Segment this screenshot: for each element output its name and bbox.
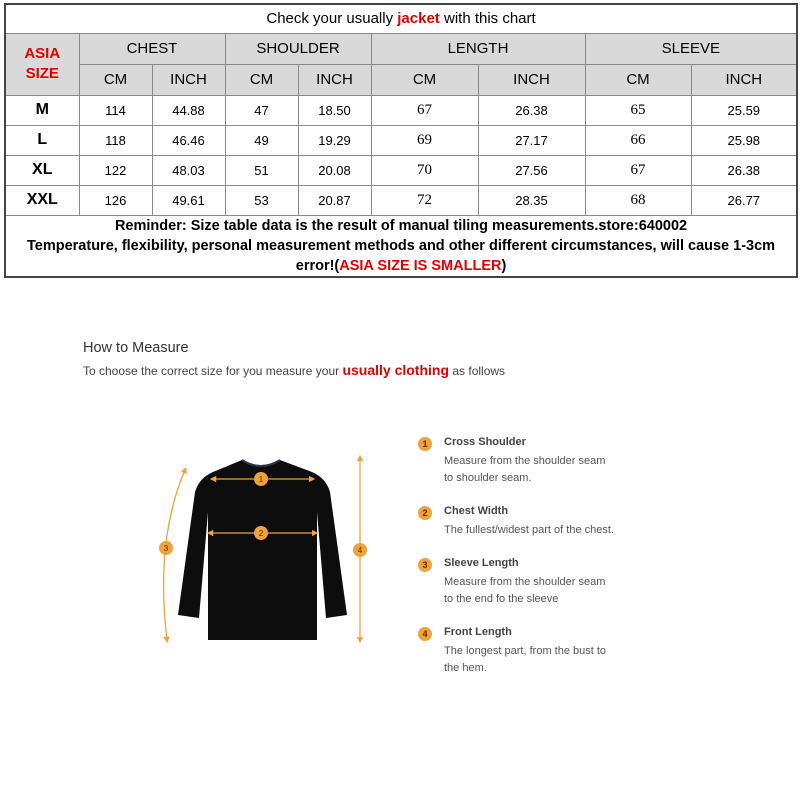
table-cell: 65 bbox=[585, 95, 691, 125]
table-cell: 67 bbox=[371, 95, 478, 125]
unit-header: INCH bbox=[691, 64, 797, 95]
table-cell: 26.77 bbox=[691, 185, 797, 215]
table-cell: 26.38 bbox=[691, 155, 797, 185]
table-cell: 27.56 bbox=[478, 155, 585, 185]
title-highlight: jacket bbox=[397, 10, 440, 28]
table-cell: 19.29 bbox=[298, 125, 371, 155]
diagram-badge bbox=[159, 541, 173, 555]
table-cell: 46.46 bbox=[152, 125, 225, 155]
table-row bbox=[5, 185, 797, 215]
group-header-chest: CHEST bbox=[79, 33, 225, 64]
table-cell: 18.50 bbox=[298, 95, 371, 125]
table-cell: 114 bbox=[79, 95, 152, 125]
unit-header: CM bbox=[371, 64, 478, 95]
table-cell: 69 bbox=[371, 125, 478, 155]
table-cell: 72 bbox=[371, 185, 478, 215]
unit-header: INCH bbox=[152, 64, 225, 95]
asia-size-header: ASIA SIZE bbox=[5, 33, 79, 95]
size-chart-table bbox=[4, 3, 798, 278]
table-cell: 70 bbox=[371, 155, 478, 185]
svg-text:2: 2 bbox=[258, 529, 264, 538]
table-cell: 44.88 bbox=[152, 95, 225, 125]
unit-header: CM bbox=[225, 64, 298, 95]
table-cell: 53 bbox=[225, 185, 298, 215]
table-cell: 26.38 bbox=[478, 95, 585, 125]
subtitle-highlight: usually clothing bbox=[342, 362, 450, 378]
table-cell: 68 bbox=[585, 185, 691, 215]
shirt-measurement-diagram bbox=[150, 440, 390, 660]
table-row bbox=[5, 125, 797, 155]
table-cell: 49 bbox=[225, 125, 298, 155]
table-cell: 47 bbox=[225, 95, 298, 125]
legend-title: Sleeve Length bbox=[444, 557, 519, 569]
table-cell: 122 bbox=[79, 155, 152, 185]
table-cell: 28.35 bbox=[478, 185, 585, 215]
how-to-measure-title: How to Measure bbox=[83, 340, 189, 356]
table-row bbox=[5, 95, 797, 125]
table-cell: 67 bbox=[585, 155, 691, 185]
unit-header: INCH bbox=[298, 64, 371, 95]
table-cell: 20.08 bbox=[298, 155, 371, 185]
diagram-badge bbox=[254, 526, 268, 540]
size-label: M bbox=[5, 95, 79, 125]
unit-header: INCH bbox=[478, 64, 585, 95]
note-line: Reminder: Size table data is the result of manual tiling measurements.store:640002 bbox=[114, 217, 688, 234]
table-cell: 126 bbox=[79, 185, 152, 215]
diagram-badge bbox=[254, 472, 268, 486]
group-header-shoulder: SHOULDER bbox=[225, 33, 371, 64]
svg-text:3: 3 bbox=[163, 544, 169, 553]
legend-desc: The fullest/widest part of the chest. bbox=[444, 524, 614, 536]
unit-header: CM bbox=[79, 64, 152, 95]
legend-desc: The longest part, from the bust to the hem. bbox=[444, 645, 607, 674]
table-title: Check your usually jacket with this chart bbox=[5, 4, 797, 33]
reminder-note bbox=[5, 215, 797, 277]
number-badge: 2 bbox=[418, 506, 432, 520]
group-header-length: LENGTH bbox=[371, 33, 585, 64]
diagram-badge bbox=[353, 543, 367, 557]
size-label: XXL bbox=[5, 185, 79, 215]
legend-title: Chest Width bbox=[444, 505, 509, 517]
size-label: L bbox=[5, 125, 79, 155]
table-cell: 20.87 bbox=[298, 185, 371, 215]
group-header-sleeve: SLEEVE bbox=[585, 33, 797, 64]
table-cell: 25.98 bbox=[691, 125, 797, 155]
size-label: XL bbox=[5, 155, 79, 185]
svg-text:1: 1 bbox=[258, 475, 264, 484]
note-line: error!(ASIA SIZE IS SMALLER) bbox=[295, 257, 507, 274]
legend-desc: Measure from the shoulder seam to shoulder seam. bbox=[444, 455, 606, 484]
number-badge: 3 bbox=[418, 558, 432, 572]
note-line: Temperature, flexibility, personal measurement methods and other different circumstances, will cause 1-3cm bbox=[27, 237, 776, 254]
table-cell: 51 bbox=[225, 155, 298, 185]
legend-desc: Measure from the shoulder seam to the end fo the sleeve bbox=[444, 576, 606, 605]
table-row bbox=[5, 155, 797, 185]
table-cell: 118 bbox=[79, 125, 152, 155]
svg-text:4: 4 bbox=[357, 546, 363, 555]
shirt-icon bbox=[178, 460, 347, 640]
legend-title: Front Length bbox=[444, 626, 512, 638]
table-cell: 27.17 bbox=[478, 125, 585, 155]
number-badge: 1 bbox=[418, 437, 432, 451]
legend-title: Cross Shoulder bbox=[444, 436, 526, 448]
table-cell: 48.03 bbox=[152, 155, 225, 185]
unit-header: CM bbox=[585, 64, 691, 95]
table-cell: 66 bbox=[585, 125, 691, 155]
asia-smaller-warning: ASIA SIZE IS SMALLER bbox=[339, 257, 502, 274]
how-to-measure-subtitle: To choose the correct size for you measure your usually clothing as follows bbox=[83, 362, 506, 378]
number-badge: 4 bbox=[418, 627, 432, 641]
table-cell: 25.59 bbox=[691, 95, 797, 125]
table-cell: 49.61 bbox=[152, 185, 225, 215]
